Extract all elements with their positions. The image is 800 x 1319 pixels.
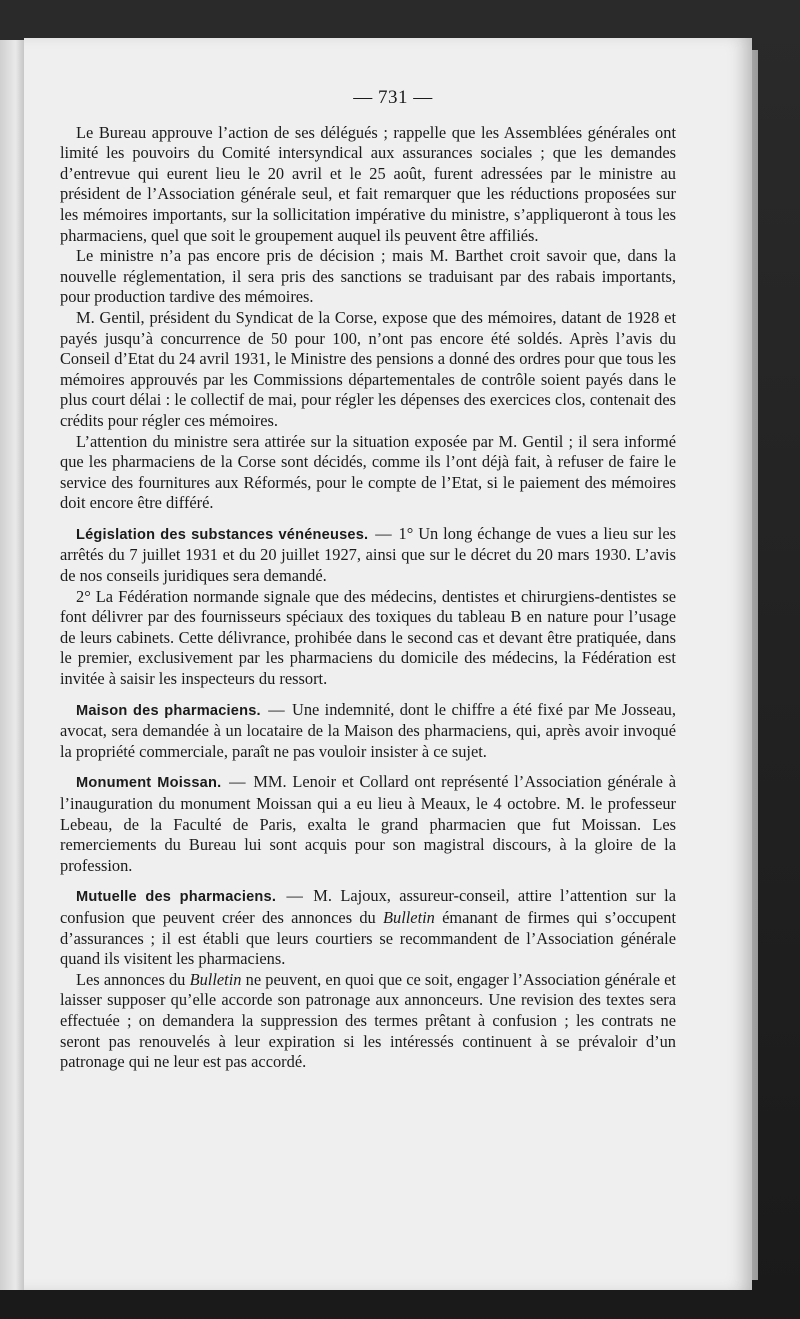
page-number: — 731 — (353, 87, 433, 108)
section-heading: Monument Moissan. (76, 775, 222, 792)
em-dash: — (375, 523, 392, 543)
section-heading: Mutuelle des pharmaciens. (76, 889, 277, 906)
document-page (24, 38, 752, 1290)
section-heading: Maison des pharmaciens. (76, 702, 261, 719)
section-maison-para (60, 700, 676, 763)
em-dash: — (229, 772, 246, 792)
section-text: Les annonces du (76, 969, 190, 989)
section-monument-para (60, 772, 676, 876)
section-text: MM. Lenoir et Collard ont représenté l’Association générale à l’inauguration du monument Moissan qui a eu lieu à Meaux, le 4 octobre. M. le professeur Lebeau, de la Faculté de Paris, exalta le grand pharmacien que fut Moissan. Les remerciements du Bureau lui sont acquis pour son magistral discours, à la gloire de la profession. (60, 772, 676, 875)
bulletin-title: Bulletin (382, 907, 435, 927)
em-dash: — (286, 886, 303, 906)
section-text: ne peuvent, en quoi que ce soit, engager l’Association générale et laisser supposer qu’elle accorde son patronage aux annonceurs. Une revision des textes sera effectuée ; on demandera la suppression des termes prêtant à confusion ; les contrats ne seront pas renouvelés à leur expiration si les intéressés continuent à se prévaloir d’un patronage qui ne leur est pas accordé. (60, 969, 676, 1072)
section-text: émanant de firmes qui s’occupent d’assurances ; il est établi que leurs courtiers se recommandent de l’Association générale quand ils visitent les pharmaciens. (60, 907, 676, 969)
bulletin-title: Bulletin (189, 969, 242, 989)
section-text: M. Lajoux, assureur-conseil, attire l’attention sur la confusion que peuvent créer des annonces du (60, 886, 676, 927)
section-mutuelle-para2 (60, 970, 676, 1073)
paragraph-ministre: Le ministre n’a pas encore pris de décision ; mais M. Barthet croit savoir que, dans la nouvelle réglementation, il sera pris des sanctions se traduisant par des rabais importants, pour production tardive des mémoires. (60, 246, 676, 307)
section-monument (60, 772, 676, 876)
em-dash: — (268, 699, 285, 719)
paragraph-gentil: M. Gentil, président du Syndicat de la Corse, expose que des mémoires, datant de 1928 et payés jusqu’à concurrence de 50 pour 100, n’ont pas encore été soldés. Après l’avis du Conseil d’Etat du 24 avril 1931, le Ministre des pensions a donné des ordres pour que tous les mémoires approuvés par les Commissions départementales de contrôle soient payés dans le plus court délai : le collectif de mai, pour régler les dépenses des exercices clos, contenait des crédits pour régler ces mémoires. (60, 307, 676, 430)
section-legislation-para2: 2° La Fédération normande signale que des médecins, dentistes et chirurgiens-dentistes se font délivrer par des fournisseurs spéciaux des toxiques du tableau B en nature pour l’usage de leurs cabinets. Cette délivrance, prohibée dans le second cas et devant être pratiquée, dans le premier, exclusivement par les pharmaciens du domicile des médecins, la Fédération est invitée à saisir les inspecteurs du ressort. (60, 586, 676, 689)
section-heading: Législation des substances vénéneuses. (76, 526, 369, 543)
section-maison (60, 700, 676, 763)
section-mutuelle (60, 886, 676, 1072)
facing-page-edge (0, 40, 26, 1290)
paragraph-attention: L’attention du ministre sera attirée sur la situation exposée par M. Gentil ; il sera informé que les pharmaciens de la Corse sont décidés, comme ils l’ont déjà fait, à refuser de faire le service des fournitures aux Réformés, pour le compte de l’Etat, si le paiement des mémoires doit encore être différé. (60, 431, 676, 513)
section-text: Une indemnité, dont le chiffre a été fixé par Me Josseau, avocat, sera demandée à un locataire de la Maison des pharmaciens, qui, après avoir invoqué la propriété commerciale, paraît ne pas vouloir insister à ce sujet. (60, 699, 676, 761)
section-legislation (60, 524, 676, 690)
paragraph-bureau: Le Bureau approuve l’action de ses délégués ; rappelle que les Assemblées générales ont limité les pouvoirs du Comité intersyndical aux assurances sociales ; que les demandes d’entrevue qui eurent lieu le 20 avril et le 25 août, furent adressées par le ministre au président de l’Association générale seul, et fait remarquer que les réductions proposées sur les mémoires importants, sur la sollicitation impérative du ministre, s’appliqueront à tous les pharmaciens, quel que soit le groupement auquel ils peuvent être affiliés. (60, 122, 676, 245)
page-content (60, 88, 676, 1073)
section-legislation-para1 (60, 524, 676, 587)
section-mutuelle-para1 (60, 886, 676, 969)
section-text: 1° Un long échange de vues a lieu sur les arrêtés du 7 juillet 1931 et du 20 juillet 1927, ainsi que sur le décret du 20 mars 1930. L’avis de nos conseils juridiques sera demandé. (60, 523, 676, 586)
